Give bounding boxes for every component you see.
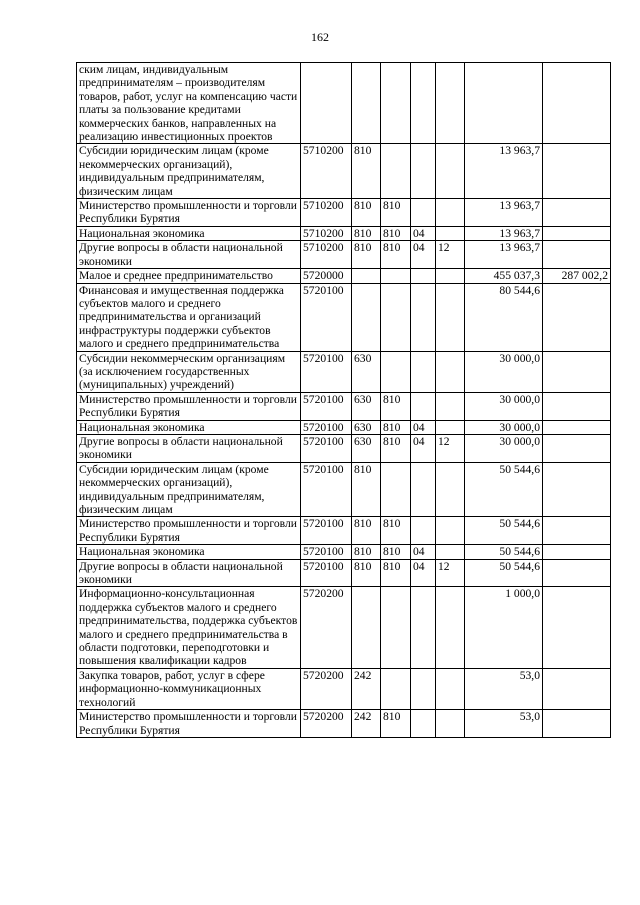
table-row xyxy=(77,283,611,351)
table-row xyxy=(77,545,611,559)
amount-primary: 455 037,3 xyxy=(465,269,543,283)
subsection-code xyxy=(436,199,465,227)
amount-secondary: 287 002,2 xyxy=(543,269,611,283)
table-row xyxy=(77,241,611,269)
administrator-code xyxy=(381,668,411,709)
section-code xyxy=(411,587,436,668)
table-row xyxy=(77,63,611,144)
administrator-code xyxy=(381,269,411,283)
table-row xyxy=(77,559,611,587)
section-code: 04 xyxy=(411,559,436,587)
table-row xyxy=(77,587,611,668)
row-name: Министерство промышленности и торговли Республики Бурятия xyxy=(77,710,301,738)
amount-secondary xyxy=(543,241,611,269)
row-name: Министерство промышленности и торговли Республики Бурятия xyxy=(77,392,301,420)
amount-primary: 13 963,7 xyxy=(465,144,543,199)
administrator-code xyxy=(381,144,411,199)
table-row xyxy=(77,226,611,240)
amount-primary: 50 544,6 xyxy=(465,462,543,517)
section-code: 04 xyxy=(411,545,436,559)
subsection-code xyxy=(436,545,465,559)
section-code xyxy=(411,668,436,709)
amount-secondary xyxy=(543,462,611,517)
amount-secondary xyxy=(543,144,611,199)
row-name: Национальная экономика xyxy=(77,420,301,434)
subsection-code: 12 xyxy=(436,241,465,269)
expense-type-code: 242 xyxy=(352,710,381,738)
subsection-code xyxy=(436,351,465,392)
table-row xyxy=(77,144,611,199)
expense-type-code: 630 xyxy=(352,351,381,392)
section-code xyxy=(411,517,436,545)
expense-type-code: 810 xyxy=(352,199,381,227)
amount-secondary xyxy=(543,226,611,240)
subsection-code xyxy=(436,392,465,420)
target-article-code: 5720100 xyxy=(301,559,352,587)
table-row xyxy=(77,434,611,462)
row-name: Национальная экономика xyxy=(77,226,301,240)
target-article-code: 5720100 xyxy=(301,420,352,434)
administrator-code: 810 xyxy=(381,517,411,545)
row-name: Субсидии юридическим лицам (кроме некоммерческих организаций), индивидуальным предпринимателям, физическим лицам xyxy=(77,462,301,517)
amount-primary: 30 000,0 xyxy=(465,420,543,434)
amount-secondary xyxy=(543,199,611,227)
expense-type-code: 810 xyxy=(352,517,381,545)
row-name: Субсидии некоммерческим организациям (за исключением государственных (муниципальных) учреждений) xyxy=(77,351,301,392)
target-article-code xyxy=(301,63,352,144)
target-article-code: 5710200 xyxy=(301,144,352,199)
target-article-code: 5720100 xyxy=(301,462,352,517)
target-article-code: 5710200 xyxy=(301,241,352,269)
page-number: 162 xyxy=(311,30,329,44)
table-row xyxy=(77,269,611,283)
amount-primary: 30 000,0 xyxy=(465,392,543,420)
target-article-code: 5720200 xyxy=(301,668,352,709)
subsection-code: 12 xyxy=(436,434,465,462)
administrator-code xyxy=(381,462,411,517)
row-name: Информационно-консультационная поддержка субъектов малого и среднего предпринимательства, поддержка субъектов малого и среднего предпринимательства в области подготовки, переподготовки и повышения квалификации кадров xyxy=(77,587,301,668)
table-row xyxy=(77,517,611,545)
subsection-code xyxy=(436,517,465,545)
expense-type-code: 630 xyxy=(352,420,381,434)
table-row xyxy=(77,199,611,227)
expense-type-code: 810 xyxy=(352,545,381,559)
expense-type-code: 810 xyxy=(352,226,381,240)
table-row xyxy=(77,392,611,420)
target-article-code: 5720100 xyxy=(301,351,352,392)
amount-primary: 50 544,6 xyxy=(465,517,543,545)
administrator-code: 810 xyxy=(381,226,411,240)
expense-type-code: 810 xyxy=(352,144,381,199)
row-name: Другие вопросы в области национальной экономики xyxy=(77,559,301,587)
administrator-code xyxy=(381,351,411,392)
target-article-code: 5720100 xyxy=(301,392,352,420)
budget-table xyxy=(76,62,611,738)
subsection-code xyxy=(436,63,465,144)
administrator-code xyxy=(381,63,411,144)
target-article-code: 5720200 xyxy=(301,587,352,668)
table-row xyxy=(77,420,611,434)
target-article-code: 5710200 xyxy=(301,226,352,240)
subsection-code xyxy=(436,144,465,199)
row-name: Финансовая и имущественная поддержка субъектов малого и среднего предпринимательства и организаций инфраструктуры поддержки субъектов малого и среднего предпринимательства xyxy=(77,283,301,351)
expense-type-code xyxy=(352,283,381,351)
amount-primary: 13 963,7 xyxy=(465,226,543,240)
target-article-code: 5720100 xyxy=(301,283,352,351)
section-code: 04 xyxy=(411,434,436,462)
subsection-code xyxy=(436,587,465,668)
amount-primary: 50 544,6 xyxy=(465,559,543,587)
expense-type-code: 630 xyxy=(352,434,381,462)
amount-primary: 53,0 xyxy=(465,668,543,709)
target-article-code: 5720000 xyxy=(301,269,352,283)
row-name: Субсидии юридическим лицам (кроме некоммерческих организаций), индивидуальным предпринимателям, физическим лицам xyxy=(77,144,301,199)
target-article-code: 5720200 xyxy=(301,710,352,738)
amount-secondary xyxy=(543,559,611,587)
amount-primary: 50 544,6 xyxy=(465,545,543,559)
section-code xyxy=(411,63,436,144)
amount-secondary xyxy=(543,351,611,392)
target-article-code: 5720100 xyxy=(301,517,352,545)
subsection-code xyxy=(436,226,465,240)
row-name: Другие вопросы в области национальной экономики xyxy=(77,241,301,269)
expense-type-code xyxy=(352,587,381,668)
amount-primary: 13 963,7 xyxy=(465,199,543,227)
target-article-code: 5720100 xyxy=(301,434,352,462)
amount-primary: 1 000,0 xyxy=(465,587,543,668)
administrator-code xyxy=(381,587,411,668)
amount-primary xyxy=(465,63,543,144)
amount-primary: 30 000,0 xyxy=(465,434,543,462)
expense-type-code: 630 xyxy=(352,392,381,420)
section-code xyxy=(411,269,436,283)
table-row xyxy=(77,351,611,392)
amount-secondary xyxy=(543,710,611,738)
administrator-code: 810 xyxy=(381,420,411,434)
section-code xyxy=(411,462,436,517)
subsection-code xyxy=(436,420,465,434)
subsection-code xyxy=(436,710,465,738)
row-name: Министерство промышленности и торговли Республики Бурятия xyxy=(77,517,301,545)
subsection-code: 12 xyxy=(436,559,465,587)
amount-secondary xyxy=(543,283,611,351)
amount-secondary xyxy=(543,668,611,709)
expense-type-code: 810 xyxy=(352,241,381,269)
expense-type-code: 810 xyxy=(352,559,381,587)
section-code xyxy=(411,392,436,420)
section-code xyxy=(411,351,436,392)
table-row xyxy=(77,710,611,738)
administrator-code: 810 xyxy=(381,545,411,559)
subsection-code xyxy=(436,269,465,283)
section-code xyxy=(411,283,436,351)
row-name: Министерство промышленности и торговли Республики Бурятия xyxy=(77,199,301,227)
section-code: 04 xyxy=(411,226,436,240)
table-row xyxy=(77,462,611,517)
row-name: Национальная экономика xyxy=(77,545,301,559)
expense-type-code xyxy=(352,269,381,283)
section-code xyxy=(411,144,436,199)
administrator-code: 810 xyxy=(381,710,411,738)
administrator-code: 810 xyxy=(381,199,411,227)
amount-primary: 30 000,0 xyxy=(465,351,543,392)
section-code xyxy=(411,710,436,738)
table-row xyxy=(77,668,611,709)
administrator-code xyxy=(381,283,411,351)
target-article-code: 5720100 xyxy=(301,545,352,559)
amount-primary: 80 544,6 xyxy=(465,283,543,351)
row-name: ским лицам, индивидуальным предпринимателям – производителям товаров, работ, услуг на компенсацию части платы за пользование кредитами коммерческих банков, направленных на реализацию инвестиционных проектов xyxy=(77,63,301,144)
amount-secondary xyxy=(543,517,611,545)
row-name: Закупка товаров, работ, услуг в сфере информационно-коммуникационных технологий xyxy=(77,668,301,709)
row-name: Другие вопросы в области национальной экономики xyxy=(77,434,301,462)
expense-type-code: 810 xyxy=(352,462,381,517)
expense-type-code xyxy=(352,63,381,144)
section-code: 04 xyxy=(411,241,436,269)
section-code: 04 xyxy=(411,420,436,434)
amount-secondary xyxy=(543,434,611,462)
target-article-code: 5710200 xyxy=(301,199,352,227)
amount-primary: 53,0 xyxy=(465,710,543,738)
administrator-code: 810 xyxy=(381,559,411,587)
amount-secondary xyxy=(543,63,611,144)
row-name: Малое и среднее предпринимательство xyxy=(77,269,301,283)
amount-secondary xyxy=(543,392,611,420)
administrator-code: 810 xyxy=(381,241,411,269)
subsection-code xyxy=(436,462,465,517)
subsection-code xyxy=(436,283,465,351)
expense-type-code: 242 xyxy=(352,668,381,709)
amount-secondary xyxy=(543,545,611,559)
administrator-code: 810 xyxy=(381,434,411,462)
amount-secondary xyxy=(543,587,611,668)
amount-primary: 13 963,7 xyxy=(465,241,543,269)
amount-secondary xyxy=(543,420,611,434)
subsection-code xyxy=(436,668,465,709)
administrator-code: 810 xyxy=(381,392,411,420)
section-code xyxy=(411,199,436,227)
